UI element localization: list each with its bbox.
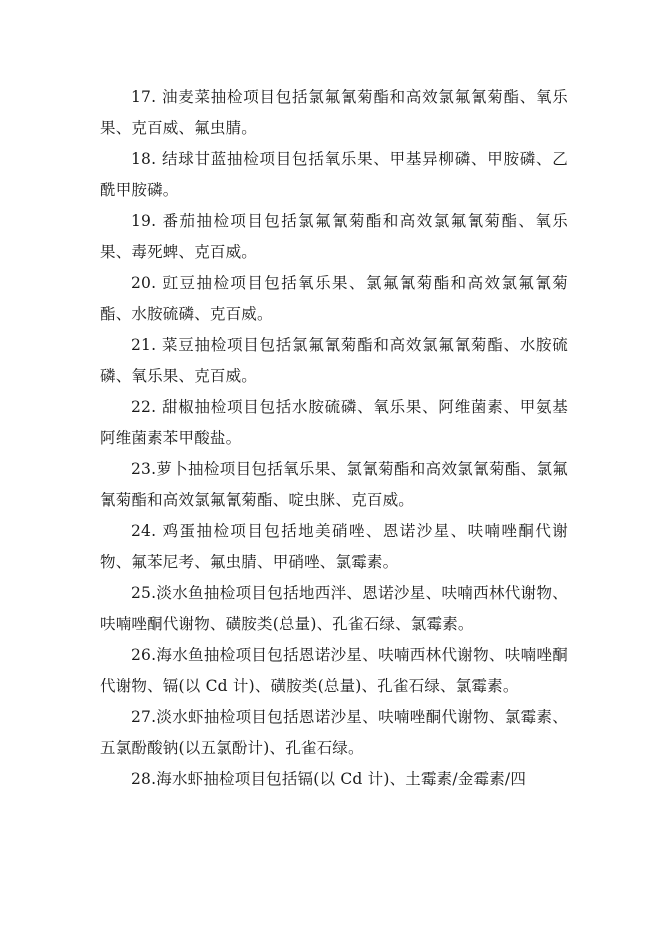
paragraph-22: 22. 甜椒抽检项目包括水胺硫磷、氧乐果、阿维菌素、甲氨基阿维菌素苯甲酸盐。: [100, 398, 568, 447]
paragraph-24: 24. 鸡蛋抽检项目包括地美硝唑、恩诺沙星、呋喃唑酮代谢物、氟苯尼考、氟虫腈、甲硝唑、氯霉素。: [100, 522, 568, 571]
paragraph-27: 27.淡水虾抽检项目包括恩诺沙星、呋喃唑酮代谢物、氯霉素、五氯酚酸钠(以五氯酚计)、孔雀石绿。: [100, 708, 568, 757]
paragraph-20: 20. 豇豆抽检项目包括氧乐果、氯氟氰菊酯和高效氯氟氰菊酯、水胺硫磷、克百威。: [100, 274, 568, 323]
paragraph-25: 25.淡水鱼抽检项目包括地西泮、恩诺沙星、呋喃西林代谢物、呋喃唑酮代谢物、磺胺类(总量)、孔雀石绿、氯霉素。: [100, 584, 568, 633]
paragraph-23: 23.萝卜抽检项目包括氧乐果、氯氰菊酯和高效氯氰菊酯、氯氟氰菊酯和高效氯氟氰菊酯、啶虫脒、克百威。: [100, 460, 568, 509]
paragraph-17: 17. 油麦菜抽检项目包括氯氟氰菊酯和高效氯氟氰菊酯、氧乐果、克百威、氟虫腈。: [100, 88, 568, 137]
paragraph-19: 19. 番茄抽检项目包括氯氟氰菊酯和高效氯氟氰菊酯、氧乐果、毒死蜱、克百威。: [100, 212, 568, 261]
paragraph-26: 26.海水鱼抽检项目包括恩诺沙星、呋喃西林代谢物、呋喃唑酮代谢物、镉(以 Cd 计)、磺胺类(总量)、孔雀石绿、氯霉素。: [100, 646, 568, 695]
paragraph-21: 21. 菜豆抽检项目包括氯氟氰菊酯和高效氯氟氰菊酯、水胺硫磷、氧乐果、克百威。: [100, 336, 568, 385]
document-body: [100, 82, 568, 795]
paragraph-18: 18. 结球甘蓝抽检项目包括氧乐果、甲基异柳磷、甲胺磷、乙酰甲胺磷。: [100, 150, 568, 199]
paragraph-28: 28.海水虾抽检项目包括镉(以 Cd 计)、土霉素/金霉素/四: [131, 770, 527, 788]
